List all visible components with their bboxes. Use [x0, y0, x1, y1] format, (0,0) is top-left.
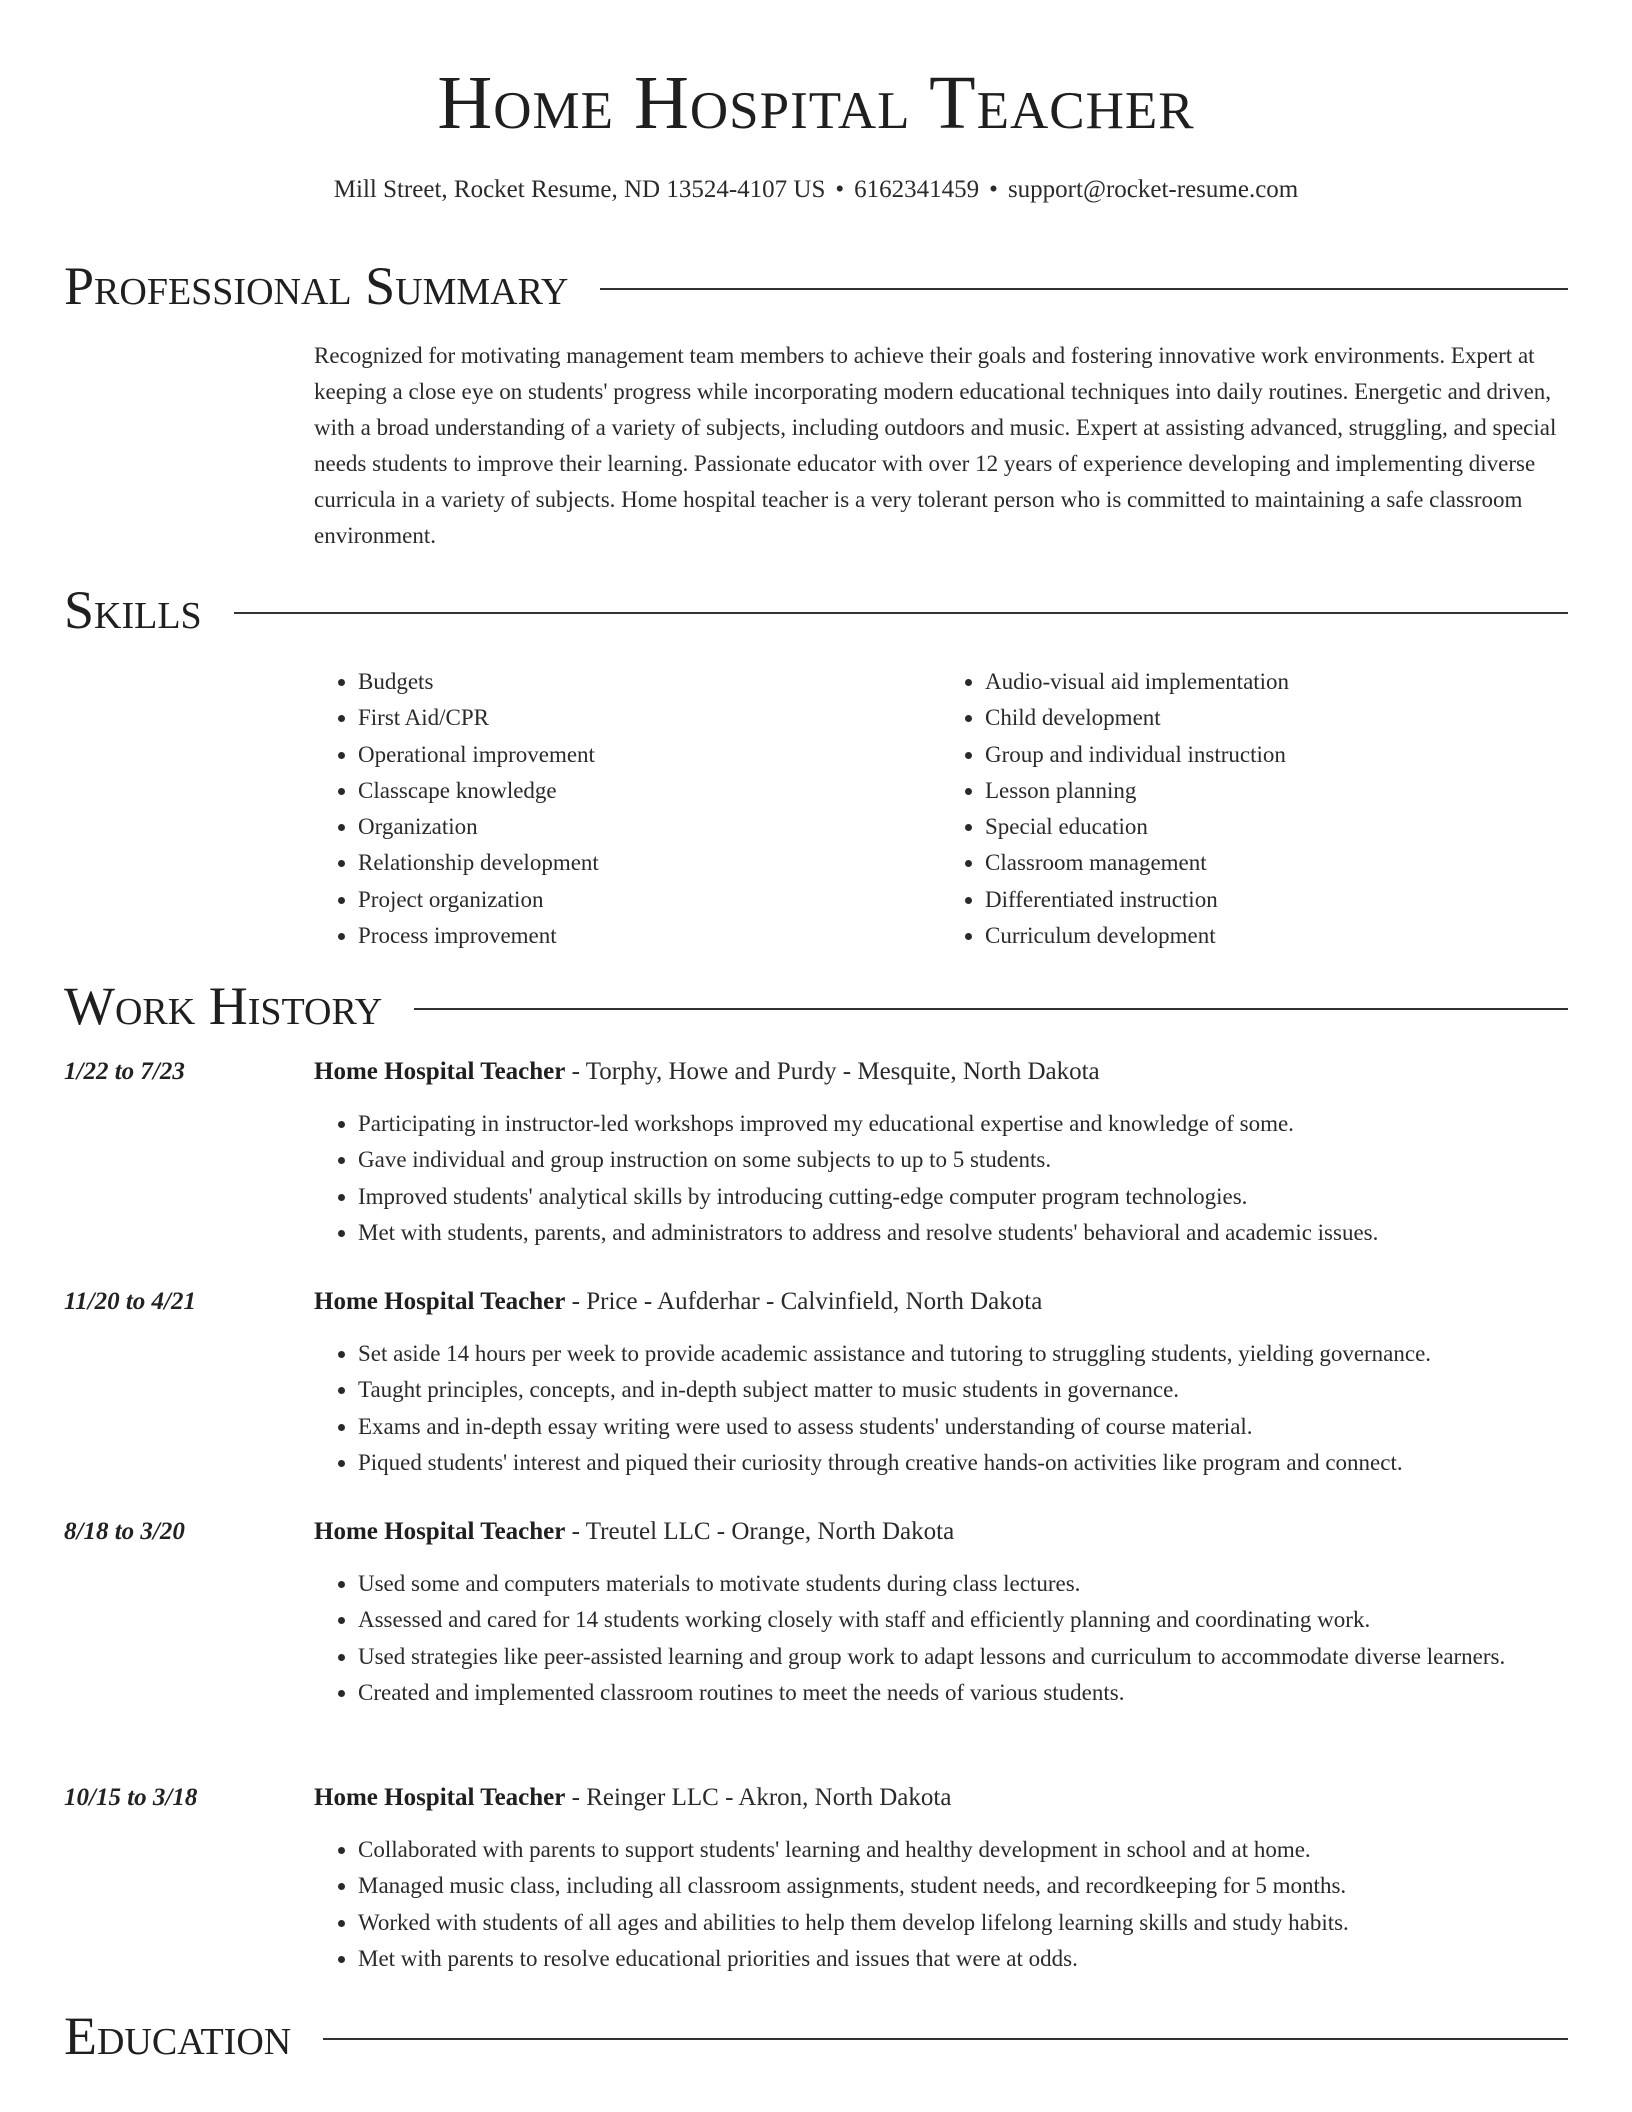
job-bullets	[314, 1336, 1568, 1481]
job-bullet: • Assessed and cared for 14 students working closely with staff and efficiently planning and coordinating work.	[358, 1602, 1568, 1638]
job-employer: - Price - Aufderhar - Calvinfield, North Dakota	[565, 1288, 1043, 1315]
skill-item: • Budgets	[358, 664, 941, 700]
job-dates: 10/15 to 3/18	[64, 1784, 198, 1811]
job-employer: - Reinger LLC - Akron, North Dakota	[565, 1784, 952, 1811]
job-bullet: • Exams and in-depth essay writing were used to assess students' understanding of course material.	[358, 1409, 1568, 1445]
contact-line	[0, 172, 1632, 208]
work-section-header	[64, 974, 1568, 1038]
address: Mill Street, Rocket Resume, ND 13524-4107 US	[333, 176, 826, 203]
candidate-name: Home Hospital Teacher	[437, 61, 1195, 145]
skill-item: • Group and individual instruction	[985, 737, 1568, 773]
summary-section-header	[64, 254, 1568, 318]
job-title: Home Hospital Teacher	[314, 1058, 566, 1085]
skill-item: • Relationship development	[358, 845, 941, 881]
skill-item: • Lesson planning	[985, 773, 1568, 809]
job-bullets	[314, 1566, 1568, 1711]
job-headline	[314, 1780, 951, 1816]
skill-item: • Project organization	[358, 882, 941, 918]
skills-heading: Skills	[64, 580, 202, 640]
work-heading: Work History	[64, 976, 383, 1036]
skills-list	[314, 664, 1568, 954]
job-bullet: • Collaborated with parents to support students' learning and healthy development in school and at home.	[358, 1832, 1568, 1868]
skill-item: • Child development	[985, 700, 1568, 736]
skill-item: • Differentiated instruction	[985, 882, 1568, 918]
job-bullet: • Improved students' analytical skills by introducing cutting-edge computer program technologies.	[358, 1179, 1568, 1215]
job-bullet: • Worked with students of all ages and abilities to help them develop lifelong learning skills and study habits.	[358, 1905, 1568, 1941]
job-bullet: • Taught principles, concepts, and in-depth subject matter to music students in governance.	[358, 1372, 1568, 1408]
education-heading: Education	[64, 2006, 292, 2066]
job-dates: 11/20 to 4/21	[64, 1288, 196, 1315]
skills-section-header	[64, 578, 1568, 642]
skill-item: • Curriculum development	[985, 918, 1568, 954]
job-bullet: • Gave individual and group instruction on some subjects to up to 5 students.	[358, 1142, 1568, 1178]
job-headline	[314, 1514, 954, 1550]
separator: •	[835, 176, 845, 203]
skills-column-right	[941, 664, 1568, 954]
skill-item: • Special education	[985, 809, 1568, 845]
education-section-header	[64, 2004, 1568, 2068]
job-dates: 8/18 to 3/20	[64, 1518, 185, 1545]
skill-item: • Operational improvement	[358, 737, 941, 773]
skill-item: • Organization	[358, 809, 941, 845]
job-bullet: • Created and implemented classroom routines to meet the needs of various students.	[358, 1675, 1568, 1711]
job-bullet: • Piqued students' interest and piqued their curiosity through creative hands-on activities like program and connect.	[358, 1445, 1568, 1481]
job-headline	[314, 1284, 1042, 1320]
skill-item: • Audio-visual aid implementation	[985, 664, 1568, 700]
job-dates: 1/22 to 7/23	[64, 1058, 185, 1085]
job-bullet: • Used some and computers materials to motivate students during class lectures.	[358, 1566, 1568, 1602]
job-headline	[314, 1054, 1100, 1090]
skill-item: • First Aid/CPR	[358, 700, 941, 736]
section-divider	[234, 612, 1568, 614]
skill-item: • Classroom management	[985, 845, 1568, 881]
phone: 6162341459	[854, 176, 980, 203]
job-bullet: • Participating in instructor-led workshops improved my educational expertise and knowledge of some.	[358, 1106, 1568, 1142]
job-bullet: • Met with parents to resolve educational priorities and issues that were at odds.	[358, 1941, 1568, 1977]
summary-heading: Professional Summary	[64, 256, 569, 316]
job-employer: - Torphy, Howe and Purdy - Mesquite, North Dakota	[565, 1058, 1100, 1085]
section-divider	[323, 2038, 1568, 2040]
separator: •	[989, 176, 998, 203]
job-bullet: • Met with students, parents, and administrators to address and resolve students' behavioral and academic issues.	[358, 1215, 1568, 1251]
job-title: Home Hospital Teacher	[314, 1518, 566, 1545]
job-bullet: • Managed music class, including all classroom assignments, student needs, and recordkeeping for 5 months.	[358, 1868, 1568, 1904]
skills-column-left	[314, 664, 941, 954]
job-bullets	[314, 1106, 1568, 1251]
job-employer: - Treutel LLC - Orange, North Dakota	[565, 1518, 955, 1545]
job-bullets	[314, 1832, 1568, 1977]
email: support@rocket-resume.com	[1007, 176, 1299, 203]
job-bullet: • Used strategies like peer-assisted learning and group work to adapt lessons and curriculum to accommodate diverse learners.	[358, 1639, 1568, 1675]
skill-item: • Process improvement	[358, 918, 941, 954]
job-bullet: • Set aside 14 hours per week to provide academic assistance and tutoring to struggling students, yielding governance.	[358, 1336, 1568, 1372]
summary-text: Recognized for motivating management team members to achieve their goals and fostering innovative work environments. Expert at keeping a close eye on students' progress while incorporating modern educational techniques into daily routines. Energetic and driven, with a broad understanding of a variety of subjects, including outdoors and music. Expert at assisting advanced, struggling, and special needs students to improve their learning. Passionate educator with over 12 years of experience developing and implementing diverse curricula in a variety of subjects. Home hospital teacher is a very tolerant person who is committed to maintaining a safe classroom environment.	[314, 343, 1557, 548]
skill-item: • Classcape knowledge	[358, 773, 941, 809]
section-divider	[414, 1008, 1568, 1010]
job-title: Home Hospital Teacher	[314, 1784, 566, 1811]
section-divider	[600, 288, 1568, 290]
job-title: Home Hospital Teacher	[314, 1288, 566, 1315]
